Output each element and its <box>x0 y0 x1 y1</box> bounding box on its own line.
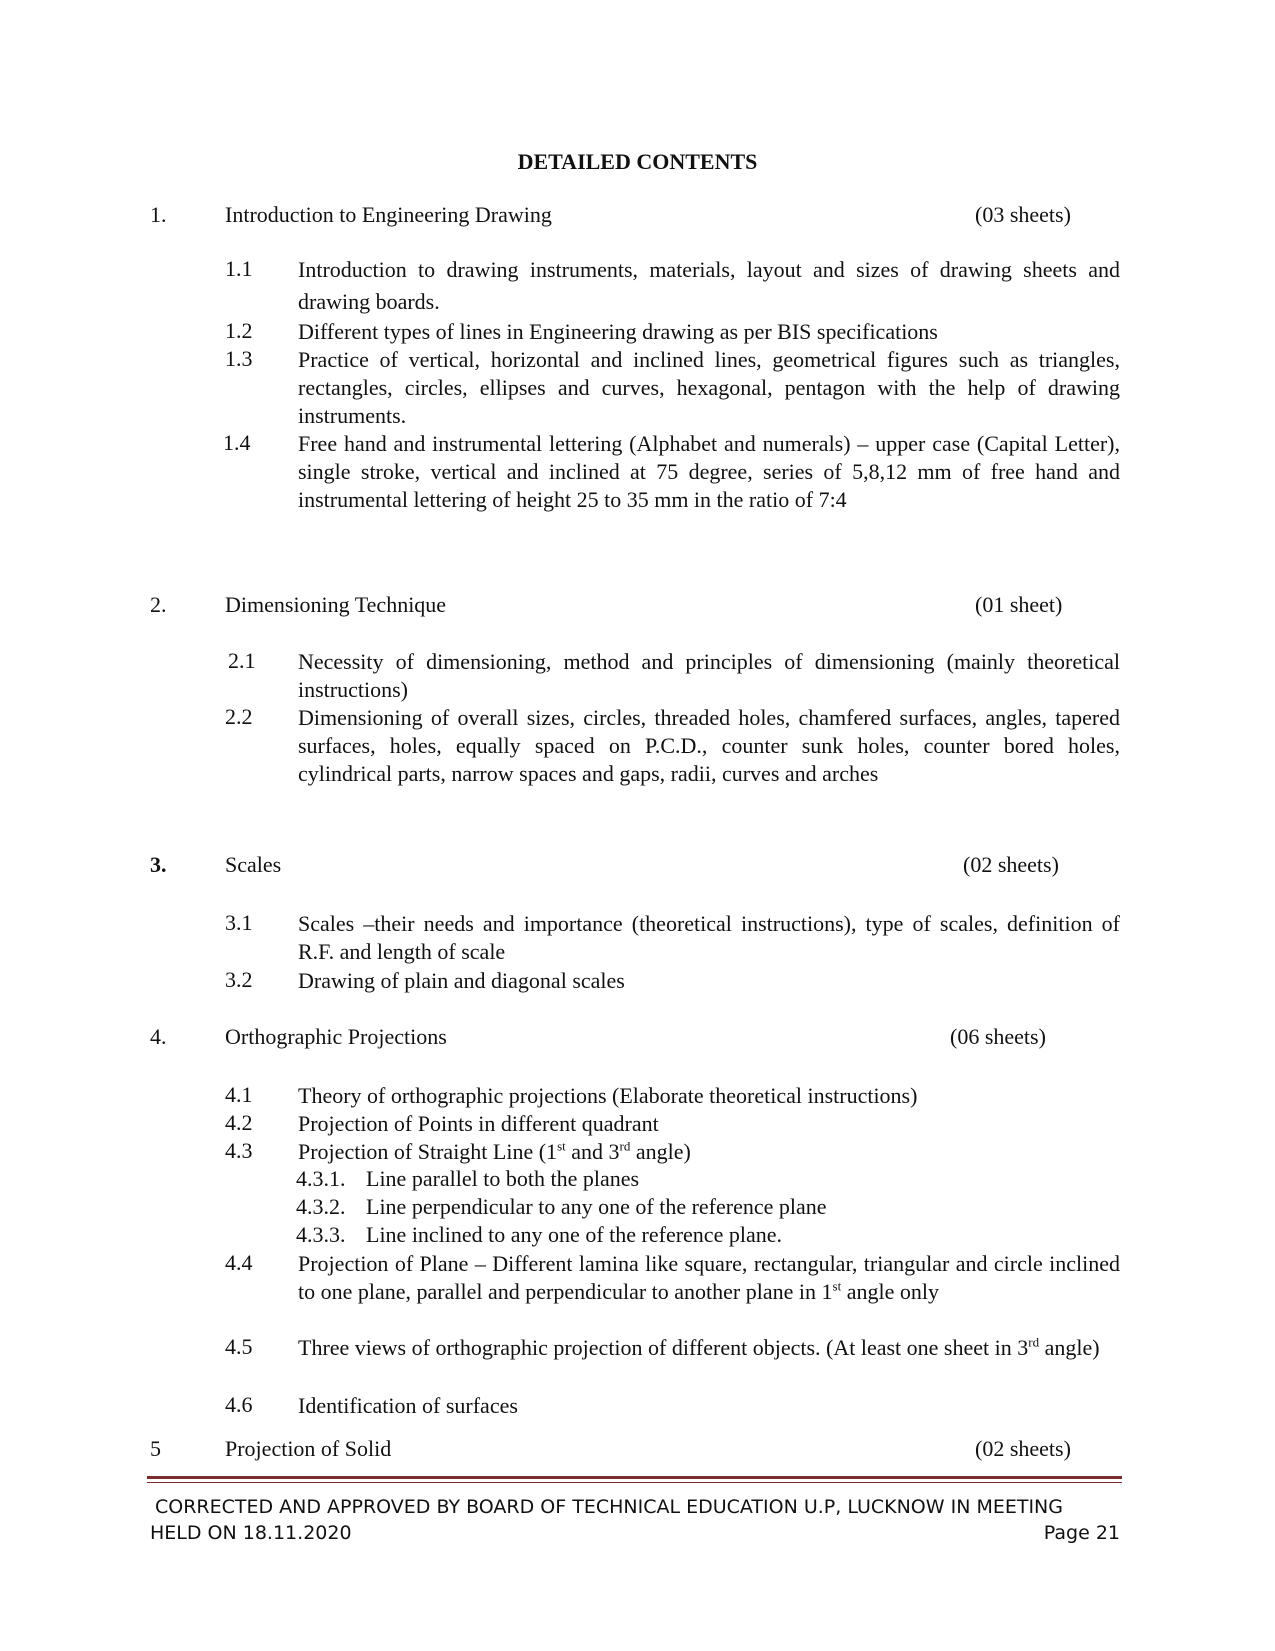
item-4-4-text-b: angle only <box>841 1279 939 1304</box>
item-4-5-text <box>298 1334 1120 1362</box>
footer-rule-thin <box>147 1482 1122 1483</box>
item-4-5-text-b: angle) <box>1039 1335 1100 1360</box>
item-4-1-text: Theory of orthographic projections (Elaborate theoretical instructions) <box>298 1083 918 1108</box>
section-4-title: Orthographic Projections <box>225 1024 447 1049</box>
item-1-2-number: 1.2 <box>225 318 253 343</box>
page-title: DETAILED CONTENTS <box>517 149 758 174</box>
section-5-number: 5 <box>150 1436 161 1461</box>
item-4-6-text: Identification of surfaces <box>298 1393 518 1418</box>
section-3-title: Scales <box>225 852 282 877</box>
item-1-3-text: Practice of vertical, horizontal and inclined lines, geometrical figures such as triangles, rectangles, circles, ellipses and curves, hexagonal, pentagon with the help of drawing instruments. <box>298 347 1120 428</box>
item-4-3-text-a: Projection of Straight Line (1 <box>298 1139 558 1164</box>
item-1-4-text: Free hand and instrumental lettering (Alphabet and numerals) – upper case (Capital Letter), single stroke, vertical and inclined at 75 degree, series of 5,8,12 mm of free hand and instrumental lettering of height 25 to 35 mm in the ratio of 7:4 <box>298 431 1120 512</box>
item-4-3-number: 4.3 <box>225 1138 253 1163</box>
item-4-4-text-a: Projection of Plane – Different lamina like square, rectangular, triangular and circle inclined to one plane, parallel and perpendicular to another plane in 1 <box>298 1251 1120 1304</box>
item-4-1-number: 4.1 <box>225 1082 253 1107</box>
item-3-1-text: Scales –their needs and importance (theoretical instructions), type of scales, definition of R.F. and length of scale <box>298 911 1120 964</box>
footer-line-2: HELD ON 18.11.2020 <box>150 1522 352 1544</box>
section-4-sheets: (06 sheets) <box>950 1024 1046 1049</box>
item-2-2-number: 2.2 <box>225 704 253 729</box>
section-2-number: 2. <box>150 592 167 617</box>
item-4-3-text-c: angle) <box>630 1139 691 1164</box>
section-5-title: Projection of Solid <box>225 1436 392 1461</box>
item-1-1-number: 1.1 <box>225 256 253 281</box>
item-4-4-text <box>298 1250 1120 1306</box>
footer-page-number: Page 21 <box>1043 1522 1120 1544</box>
section-5-sheets: (02 sheets) <box>975 1436 1071 1461</box>
item-4-5-text-a: Three views of orthographic projection of different objects. (At least one sheet in 3 <box>298 1335 1029 1360</box>
item-4-3-2-text: Line perpendicular to any one of the reference plane <box>366 1194 827 1219</box>
item-1-4-number: 1.4 <box>223 430 251 455</box>
item-4-3-3-number: 4.3.3. <box>296 1222 346 1247</box>
item-4-4-number: 4.4 <box>225 1250 253 1275</box>
item-1-1-text: Introduction to drawing instruments, materials, layout and sizes of drawing sheets and drawing boards. <box>298 257 1120 314</box>
section-1-title: Introduction to Engineering Drawing <box>225 202 552 227</box>
item-1-3-number: 1.3 <box>225 346 253 371</box>
item-1-2-text: Different types of lines in Engineering drawing as per BIS specifications <box>298 319 938 344</box>
section-1-sheets: (03 sheets) <box>975 202 1071 227</box>
item-3-2-text: Drawing of plain and diagonal scales <box>298 968 625 993</box>
item-4-4-sup-a: st <box>832 1278 842 1294</box>
item-4-3-sup-b: rd <box>619 1138 631 1154</box>
section-2-title: Dimensioning Technique <box>225 592 447 617</box>
item-4-3-3-text: Line inclined to any one of the reference plane. <box>366 1222 782 1247</box>
item-4-3-1-number: 4.3.1. <box>296 1166 346 1191</box>
item-4-2-text: Projection of Points in different quadrant <box>298 1111 659 1136</box>
item-3-2-number: 3.2 <box>225 967 253 992</box>
item-2-1-number: 2.1 <box>228 648 256 673</box>
section-3-number: 3. <box>150 852 167 877</box>
section-2-sheets: (01 sheet) <box>975 592 1063 617</box>
item-4-6-number: 4.6 <box>225 1392 253 1417</box>
section-1-number: 1. <box>150 202 167 227</box>
item-4-2-number: 4.2 <box>225 1110 253 1135</box>
section-3-sheets: (02 sheets) <box>963 852 1059 877</box>
item-4-3-2-number: 4.3.2. <box>296 1194 346 1219</box>
footer-rule-thick <box>147 1476 1122 1479</box>
item-4-3-1-text: Line parallel to both the planes <box>366 1166 640 1191</box>
section-4-number: 4. <box>150 1024 167 1049</box>
item-4-5-number: 4.5 <box>225 1334 253 1359</box>
item-2-1-text: Necessity of dimensioning, method and principles of dimensioning (mainly theoretical instructions) <box>298 649 1120 702</box>
item-4-3-text <box>298 1138 1120 1166</box>
item-2-2-text: Dimensioning of overall sizes, circles, threaded holes, chamfered surfaces, angles, tapered surfaces, holes, equally spaced on P.C.D., counter sunk holes, counter bored holes, cylindrical parts, narrow spaces and gaps, radii, curves and arches <box>298 705 1120 786</box>
item-4-3-text-b: and 3 <box>565 1139 620 1164</box>
footer-line-1: CORRECTED AND APPROVED BY BOARD OF TECHNICAL EDUCATION U.P, LUCKNOW IN MEETING <box>155 1496 1063 1518</box>
item-4-3-sup-a: st <box>557 1138 566 1154</box>
item-3-1-number: 3.1 <box>225 910 253 935</box>
item-4-5-sup-a: rd <box>1028 1334 1040 1350</box>
